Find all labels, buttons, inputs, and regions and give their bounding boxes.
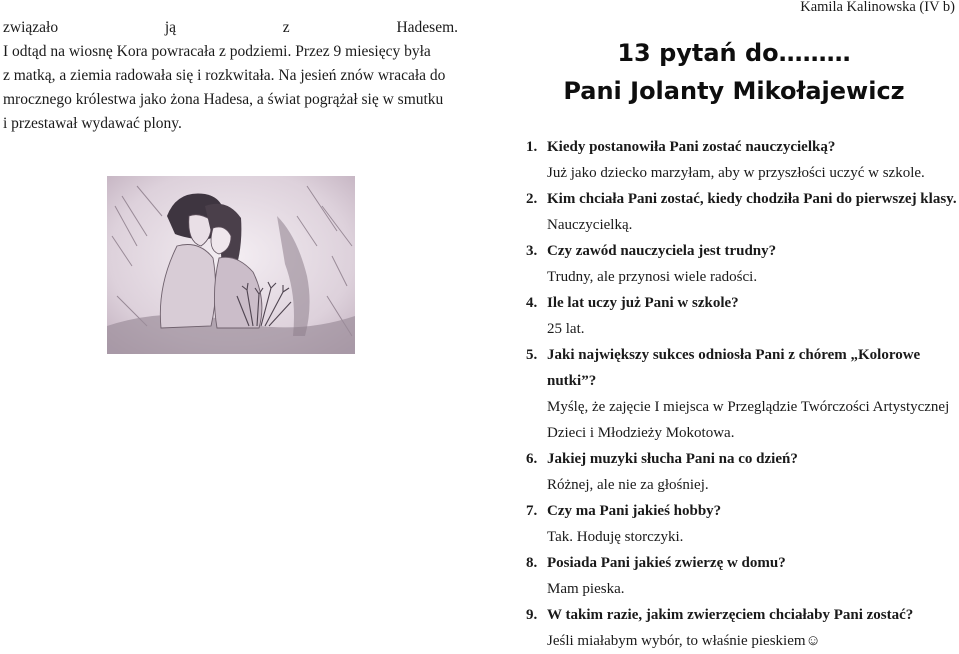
question-row: [526, 342, 958, 394]
question-number: 2.: [526, 191, 538, 207]
page-title: [518, 34, 950, 110]
question-row: [526, 134, 958, 160]
question-text: nutki”?: [547, 373, 597, 389]
answer-text: Już jako dziecko marzyłam, aby w przyszłości uczyć w szkole.: [547, 165, 925, 181]
answer-text: Myślę, że zajęcie I miejsca w Przeglądzie Twórczości Artystycznej: [547, 399, 950, 415]
question-row: [526, 498, 958, 524]
interview-item: [526, 186, 958, 238]
answer-text: Trudny, ale przynosi wiele radości.: [547, 269, 758, 285]
answer-text: 25 lat.: [547, 321, 585, 337]
question-text: Ile lat uczy już Pani w szkole?: [547, 295, 739, 311]
interview-item: [526, 342, 958, 446]
question-text: Kiedy postanowiła Pani zostać nauczycielką?: [547, 139, 836, 155]
question-number: 9.: [526, 607, 538, 623]
interview-item: [526, 498, 958, 550]
author-credit: Kamila Kalinowska (IV b): [800, 0, 955, 15]
question-row: [526, 550, 958, 576]
interview-item: [526, 238, 958, 290]
story-line-4: mrocznego królestwa jako żona Hadesa, a świat pogrążał się w smutku: [3, 91, 444, 108]
question-text: W takim razie, jakim zwierzęciem chciałaby Pani zostać?: [547, 607, 914, 623]
interview-item: [526, 290, 958, 342]
left-column: [3, 16, 463, 136]
question-number: 6.: [526, 451, 538, 467]
question-number: 8.: [526, 555, 538, 571]
interview-item: [526, 134, 958, 186]
interview-item: [526, 550, 958, 602]
interview-list: [526, 134, 958, 654]
question-number: 1.: [526, 139, 538, 155]
question-row: [526, 238, 958, 264]
question-text: Czy zawód nauczyciela jest trudny?: [547, 243, 777, 259]
question-number: 5.: [526, 347, 538, 363]
question-text: Jakiej muzyki słucha Pani na co dzień?: [547, 451, 798, 467]
question-row: [526, 290, 958, 316]
question-row: [526, 602, 958, 628]
answer-text: Tak. Hoduję storczyki.: [547, 529, 684, 545]
story-word: Hadesem.: [396, 19, 458, 36]
story-line-5: i przestawał wydawać plony.: [3, 115, 182, 132]
story-line-3: z matką, a ziemia radowała się i rozkwitała. Na jesień znów wracała do: [3, 67, 446, 84]
story-word: ją: [164, 19, 177, 36]
story-line-2: I odtąd na wiosnę Kora powracała z podziemi. Przez 9 miesięcy była: [3, 43, 431, 60]
question-row: [526, 446, 958, 472]
answer-text: Jeśli miałabym wybór, to właśnie pieskiem☺: [547, 633, 821, 649]
story-word: z: [282, 19, 290, 36]
story-word: związało: [3, 19, 59, 36]
title-line-2: Pani Jolanty Mikołajewicz: [563, 77, 905, 105]
question-text: Czy ma Pani jakieś hobby?: [547, 503, 722, 519]
question-text: Kim chciała Pani zostać, kiedy chodziła Pani do pierwszej klasy.: [547, 191, 957, 207]
question-number: 4.: [526, 295, 538, 311]
interview-item: [526, 446, 958, 498]
answer-text: Nauczycielką.: [547, 217, 633, 233]
question-number: 7.: [526, 503, 538, 519]
interview-item: [526, 602, 958, 654]
answer-text: Różnej, ale nie za głośniej.: [547, 477, 709, 493]
title-line-1: 13 pytań do………: [617, 39, 851, 67]
answer-text: Mam pieska.: [547, 581, 625, 597]
question-number: 3.: [526, 243, 538, 259]
question-row: [526, 186, 958, 212]
pencil-drawing-couple-icon: [107, 176, 355, 354]
question-text: Jaki największy sukces odniosła Pani z chórem „Kolorowe: [547, 347, 921, 363]
answer-text: Dzieci i Młodzieży Mokotowa.: [547, 425, 735, 441]
story-line-1: [3, 16, 458, 40]
question-text: Posiada Pani jakieś zwierzę w domu?: [547, 555, 786, 571]
